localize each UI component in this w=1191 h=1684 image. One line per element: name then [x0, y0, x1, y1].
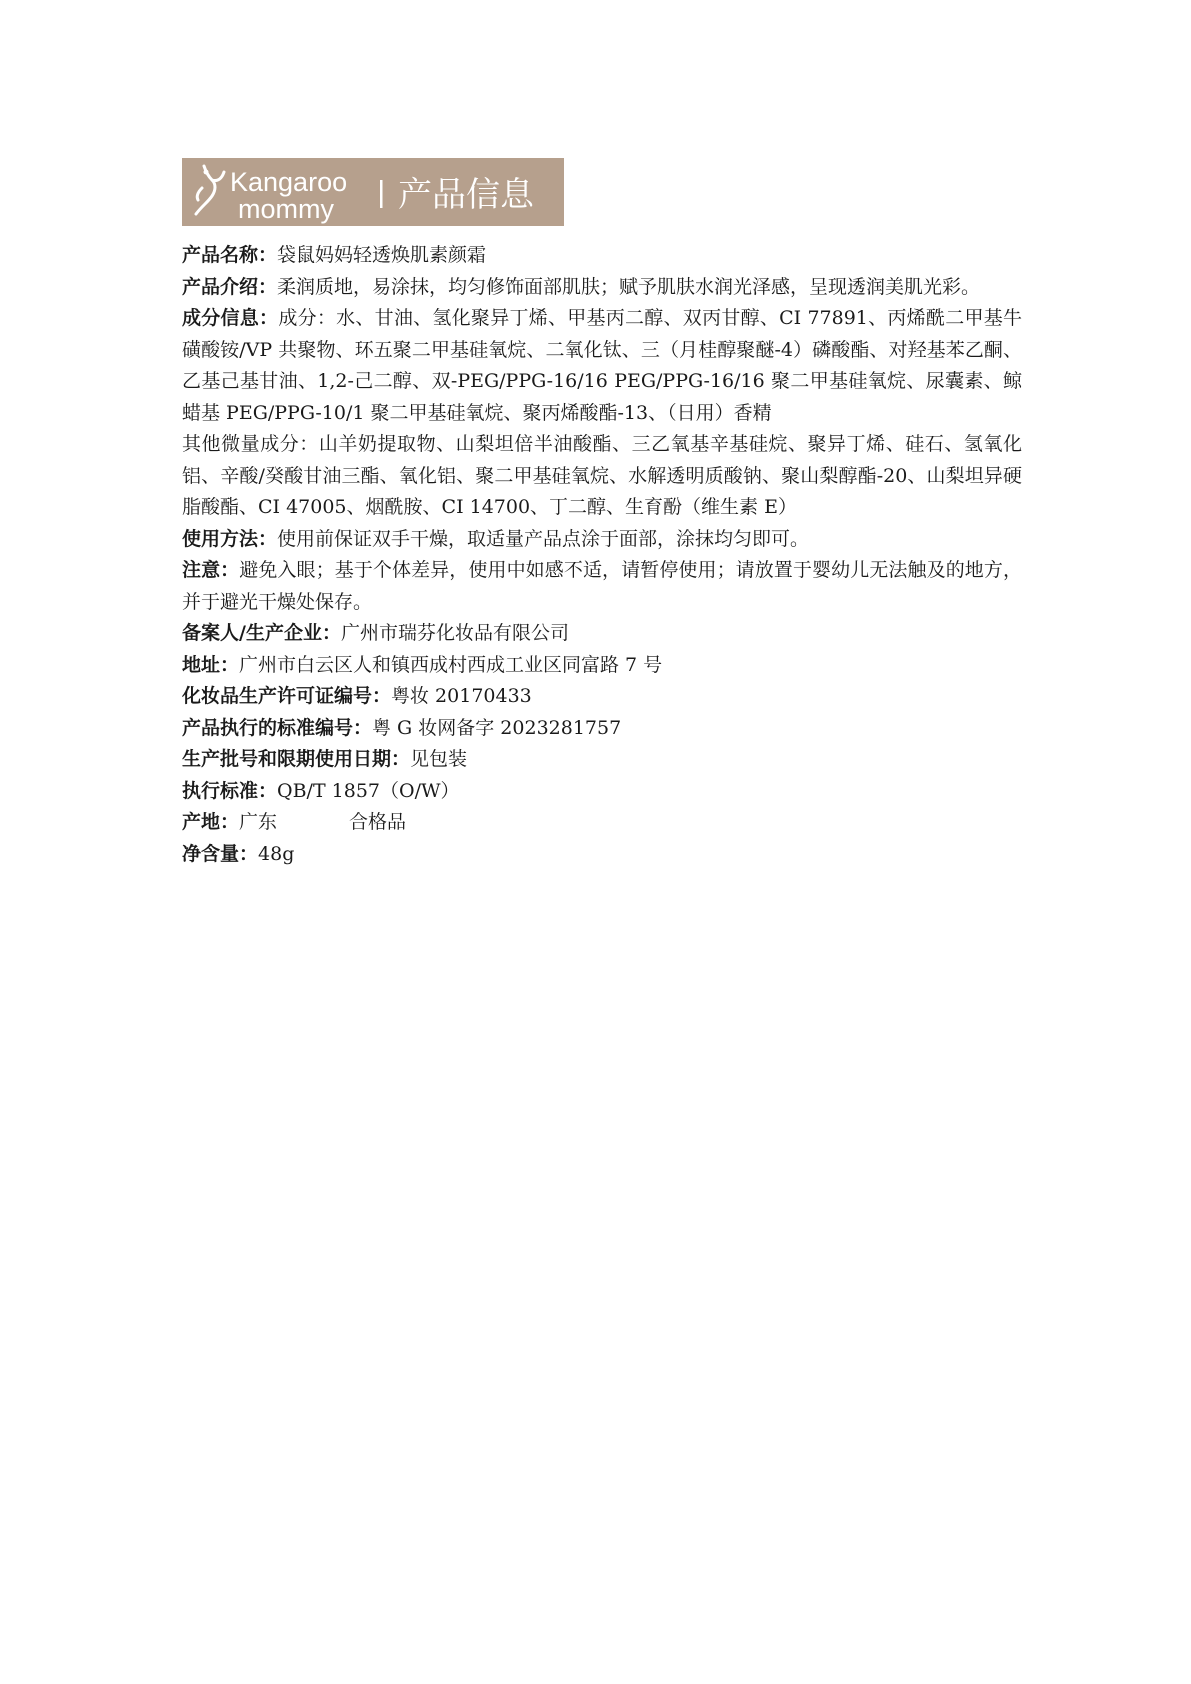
product-info — [182, 240, 1022, 870]
brand-line2: mommy — [238, 194, 334, 224]
field-label: 产品介绍： — [182, 275, 278, 298]
field-value: 成分：水、甘油、氢化聚异丁烯、甲基丙二醇、双丙甘醇、CI 77891、丙烯酰二甲基牛磺酸铵/VP 共聚物、环五聚二甲基硅氧烷、二氧化钛、三（月桂醇聚醚-4）磷酸酯、对羟基苯乙酮、乙基己基甘油、1,2-己二醇、双-PEG/PPG-16/16 PEG/PPG-16/16 聚二甲基硅氧烷、尿囊素、鲸蜡基 PEG/PPG-10/1 聚二甲基硅氧烷、聚丙烯酸酯-13、（日用）香精 — [182, 307, 1022, 424]
field-company — [182, 618, 1022, 650]
field-ingredients — [182, 303, 1022, 429]
field-batch — [182, 744, 1022, 776]
field-label: 净含量： — [182, 842, 259, 865]
field-label: 执行标准： — [182, 779, 278, 802]
field-value: QB/T 1857（O/W） — [277, 779, 460, 802]
field-value: 粤 G 妆网备字 2023281757 — [372, 716, 622, 739]
field-address — [182, 650, 1022, 682]
field-value: 避免入眼；基于个体差异，使用中如感不适，请暂停使用；请放置于婴幼儿无法触及的地方，并于避光干燥处保存。 — [182, 559, 1022, 613]
field-net-content — [182, 839, 1022, 871]
field-label: 备案人/生产企业： — [182, 622, 341, 644]
field-value: 使用前保证双手干燥，取适量产品点涂于面部，涂抹均匀即可。 — [277, 527, 810, 550]
field-value: 48g — [258, 842, 295, 865]
field-value: 其他微量成分：山羊奶提取物、山梨坦倍半油酸酯、三乙氧基辛基硅烷、聚异丁烯、硅石、氢氧化铝、辛酸/癸酸甘油三酯、氧化铝、聚二甲基硅氧烷、水解透明质酸钠、聚山梨醇酯-20、山梨坦异硬脂酸酯、CI 47005、烟酰胺、CI 14700、丁二醇、生育酚（维生素 E） — [182, 433, 1022, 518]
brand-banner — [182, 158, 564, 226]
field-label: 化妆品生产许可证编号： — [182, 685, 392, 707]
brand-banner-graphic — [182, 158, 564, 226]
field-value: 袋鼠妈妈轻透焕肌素颜霜 — [277, 244, 487, 266]
field-label: 使用方法： — [182, 527, 278, 550]
field-origin — [182, 807, 1022, 839]
banner-divider — [380, 180, 383, 208]
banner-title: 产品信息 — [398, 175, 534, 215]
field-product-intro — [182, 272, 1022, 304]
field-label: 地址： — [182, 653, 240, 676]
field-product-name — [182, 240, 1022, 272]
field-value: 见包装 — [410, 748, 468, 770]
field-label: 产品执行的标准编号： — [182, 716, 373, 739]
field-value: 柔润质地，易涂抹，均匀修饰面部肌肤；赋予肌肤水润光泽感，呈现透润美肌光彩。 — [277, 275, 981, 298]
field-label: 生产批号和限期使用日期： — [182, 748, 411, 770]
field-usage — [182, 524, 1022, 556]
field-trace-ingredients — [182, 429, 1022, 524]
field-label: 产地： — [182, 811, 240, 833]
field-value: 广州市白云区人和镇西成村西成工业区同富路 7 号 — [239, 653, 663, 676]
field-label: 产品名称： — [182, 244, 278, 266]
field-exec-standard — [182, 776, 1022, 808]
field-standard-no — [182, 713, 1022, 745]
quality-mark: 合格品 — [349, 811, 407, 833]
field-license — [182, 681, 1022, 713]
field-label: 注意： — [182, 559, 240, 581]
field-label: 成分信息： — [182, 307, 279, 329]
field-value: 广东 — [239, 811, 278, 833]
field-value: 粤妆 20170433 — [391, 685, 532, 707]
field-caution — [182, 555, 1022, 618]
field-value: 广州市瑞芬化妆品有限公司 — [340, 622, 569, 644]
brand-line1: Kangaroo — [230, 167, 348, 197]
